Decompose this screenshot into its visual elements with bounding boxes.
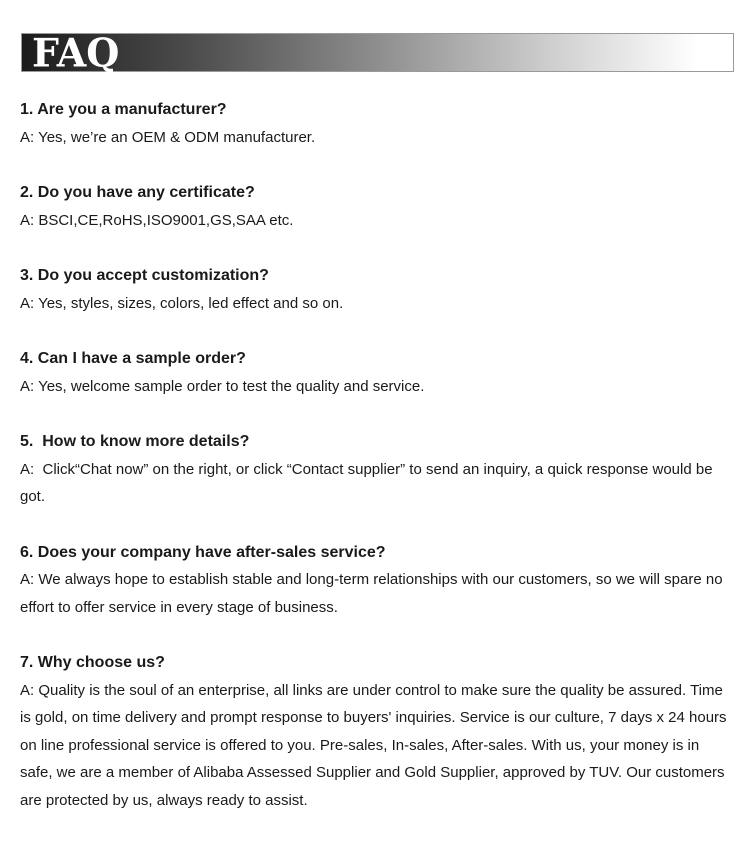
faq-item <box>20 539 728 622</box>
faq-question: 1. Are you a manufacturer? <box>20 101 227 118</box>
faq-banner <box>21 29 734 76</box>
faq-answer: A: We always hope to establish stable and long-term relationships with our customers, so we will spare no effort to offer service in every stage of business. <box>20 571 727 616</box>
faq-question: 2. Do you have any certificate? <box>20 184 255 201</box>
faq-content <box>0 96 750 814</box>
faq-question: 5. How to know more details? <box>20 433 250 450</box>
faq-question: 7. Why choose us? <box>20 654 165 671</box>
faq-answer: A: Quality is the soul of an enterprise, all links are under control to make sure the quality be assured. Time is gold, on time delivery and prompt response to buyers' inquiries. Service is our culture, 7 days x 24 hours on line professional service is offered to you. Pre-sales, In-sales, After-sales. With us, your money is in safe, we are a member of Alibaba Assessed Supplier and Gold Supplier, approved by TUV. Our customers are protected by us, always ready to assist. <box>20 681 731 809</box>
faq-item <box>20 649 731 814</box>
faq-item <box>20 428 728 511</box>
faq-question: 6. Does your company have after-sales service? <box>20 543 386 561</box>
faq-banner-title: FAQ <box>32 29 120 76</box>
faq-answer: A: Click“Chat now” on the right, or click “Contact supplier” to send an inquiry, a quick response would be got. <box>20 460 717 505</box>
faq-item <box>20 96 728 151</box>
faq-answer: A: Yes, we’re an OEM & ODM manufacturer. <box>20 128 316 146</box>
faq-item <box>20 345 728 400</box>
faq-item <box>20 262 728 317</box>
faq-answer: A: BSCI,CE,RoHS,ISO9001,GS,SAA etc. <box>20 211 294 229</box>
faq-item <box>20 179 728 234</box>
faq-answer: A: Yes, styles, sizes, colors, led effect and so on. <box>20 294 344 312</box>
faq-question: 4. Can I have a sample order? <box>20 350 246 367</box>
faq-question: 3. Do you accept customization? <box>20 267 269 284</box>
faq-answer: A: Yes, welcome sample order to test the quality and service. <box>20 377 425 395</box>
